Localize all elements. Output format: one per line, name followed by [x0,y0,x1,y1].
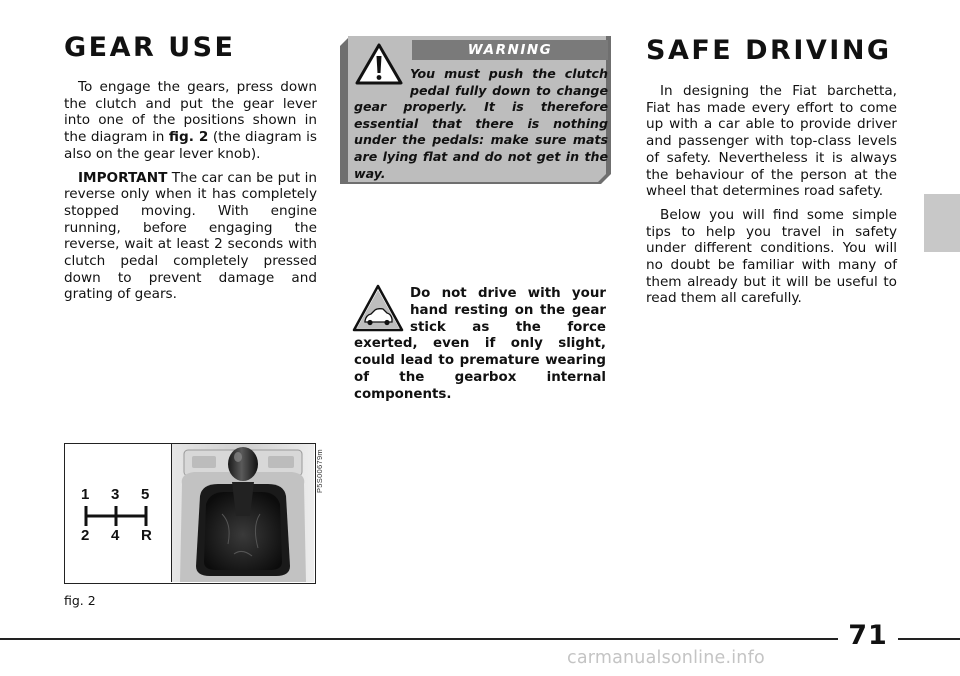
gear-label-4: 4 [111,527,120,544]
safe-driving-title: SAFE DRIVING [646,35,892,66]
important-label: IMPORTANT [78,169,168,186]
footer-rule-right [898,638,960,640]
fig-reference: fig. 2 [168,129,209,146]
warning-text-block [354,66,608,182]
footer-rule-left [0,638,838,640]
safe-driving-body [646,83,897,314]
safe-driving-paragraph-1: In designing the Fiat barchetta, Fiat has made every effort to come up with a car able to provide driver and passenger with top-class levels of safety. Nevertheless it is always the behaviour of the person at the wheel that determines road safety. [646,83,897,200]
gear-use-body [64,79,317,310]
gear-use-important-paragraph: IMPORTANT The car can be put in reverse only when it has completely stopped moving. With engine running, before engaging the reverse, wait at least 2 seconds with clutch pedal completely pressed down to prevent damage and grating of gears. [64,169,317,303]
caution-text-block [354,286,606,404]
gear-use-paragraph-1: To engage the gears, press down the clutch and put the gear lever into one of the positions shown in the diagram in fig. 2 (the diagram is also on the gear lever knob). [64,79,317,162]
watermark: carmanualsonline.info [567,648,765,668]
page-number: 71 [848,620,888,651]
caution-text: Do not drive with your hand resting on the gear stick as the force exerted, even if only slight, could lead to premature wearing of the gearbox internal components. [354,286,606,402]
safe-driving-paragraph-2: Below you will find some simple tips to help you travel in safety under different conditions. You will no doubt be familiar with many of them already but it will be useful to read them all carefully. [646,206,897,307]
gear-figure [64,443,316,584]
warning-text: You must push the clutch pedal fully down to change gear properly. It is therefore essential that there is nothing under the pedals: make sure mats are lying flat and do not get in the way. [354,66,608,181]
figure-code: P5S00679m [315,449,324,493]
gear-lever-photo [172,444,314,582]
gear-shift-pattern [65,444,172,582]
figure-caption: fig. 2 [64,593,96,608]
gear-label-3: 3 [111,486,120,503]
gear-label-5: 5 [141,486,150,503]
warning-label: WARNING [412,40,608,60]
section-side-tab [924,194,960,252]
gear-label-2: 2 [81,527,90,544]
gear-pattern-lines [83,504,153,528]
gear-label-reverse: R [141,527,152,544]
gear-use-title: GEAR USE [64,32,236,63]
gear-label-1: 1 [81,486,90,503]
